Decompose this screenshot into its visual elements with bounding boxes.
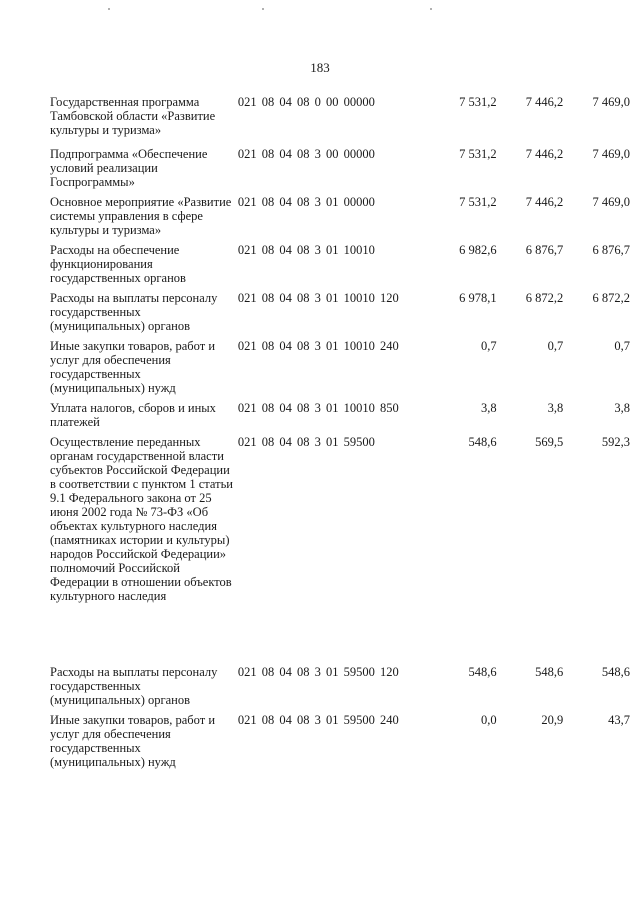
value-year-3: 592,3 (601, 435, 630, 449)
value-year-2: 6 876,7 (525, 243, 564, 257)
value-year-3: 43,7 (608, 713, 630, 727)
value-year-1: 7 531,2 (459, 95, 497, 109)
scan-speck (262, 8, 264, 10)
value-year-1: 7 531,2 (459, 195, 497, 209)
value-year-3: 6 876,7 (592, 243, 630, 257)
row-code: 021 08 04 08 3 01 10010 850 (237, 401, 399, 415)
row-code: 021 08 04 08 3 01 10010 (237, 243, 375, 257)
value-year-2: 7 446,2 (525, 195, 564, 209)
table-row (50, 243, 630, 291)
value-year-2: 7 446,2 (525, 147, 564, 161)
row-name: Осуществление переданных органам государственной власти субъектов Российской Федерации в соответствии с пунктом 1 статьи 9.1 Федерального закона от 25 июня 2002 года № 73-ФЗ «Об объектах культурного наследия (памятниках истории и культуры) народов Российской Федерации» полномочий Российской Федерации в отношении объектов культурного наследия (50, 435, 233, 603)
row-name: Государственная программа Тамбовской области «Развитие культуры и туризма» (50, 95, 216, 137)
table-row (50, 665, 630, 713)
row-name: Подпрограмма «Обеспечение условий реализации Госпрограммы» (50, 147, 208, 189)
row-code: 021 08 04 08 3 01 59500 (237, 435, 375, 449)
table-row (50, 339, 630, 401)
value-year-1: 548,6 (468, 665, 497, 679)
page-number: 183 (310, 60, 330, 75)
budget-table (50, 95, 630, 775)
row-code: 021 08 04 08 3 01 59500 120 (237, 665, 399, 679)
scan-speck (108, 8, 110, 10)
value-year-2: 6 872,2 (525, 291, 564, 305)
value-year-3: 7 469,0 (592, 195, 630, 209)
value-year-1: 0,7 (480, 339, 497, 353)
value-year-1: 3,8 (480, 401, 497, 415)
value-year-2: 0,7 (547, 339, 564, 353)
value-year-1: 6 982,6 (459, 243, 497, 257)
value-year-2: 548,6 (535, 665, 564, 679)
row-name: Расходы на обеспечение функционирования государственных органов (50, 243, 186, 285)
value-year-1: 7 531,2 (459, 147, 497, 161)
row-name: Иные закупки товаров, работ и услуг для обеспечения государственных (муниципальных) нужд (50, 713, 216, 769)
value-year-3: 7 469,0 (592, 147, 630, 161)
table-row (50, 435, 630, 665)
row-code: 021 08 04 08 3 01 10010 120 (237, 291, 399, 305)
row-code: 021 08 04 08 3 01 10010 240 (237, 339, 399, 353)
row-name: Уплата налогов, сборов и иных платежей (50, 401, 216, 429)
value-year-1: 548,6 (468, 435, 497, 449)
table-row (50, 195, 630, 243)
row-name: Основное мероприятие «Развитие системы управления в сфере культуры и туризма» (50, 195, 232, 237)
value-year-3: 0,7 (614, 339, 630, 353)
table-row (50, 291, 630, 339)
table-row (50, 147, 630, 195)
value-year-2: 569,5 (535, 435, 564, 449)
value-year-3: 7 469,0 (592, 95, 630, 109)
table-row (50, 95, 630, 147)
value-year-1: 6 978,1 (459, 291, 497, 305)
table-row (50, 401, 630, 435)
table-row (50, 713, 630, 775)
row-code: 021 08 04 08 3 00 00000 (237, 147, 375, 161)
scan-speck (430, 8, 432, 10)
row-name: Расходы на выплаты персоналу государственных (муниципальных) органов (50, 291, 218, 333)
value-year-3: 6 872,2 (592, 291, 630, 305)
value-year-1: 0,0 (480, 713, 497, 727)
value-year-2: 20,9 (541, 713, 564, 727)
value-year-2: 7 446,2 (525, 95, 564, 109)
row-code: 021 08 04 08 0 00 00000 (237, 95, 375, 109)
row-name: Расходы на выплаты персоналу государственных (муниципальных) органов (50, 665, 218, 707)
row-name: Иные закупки товаров, работ и услуг для обеспечения государственных (муниципальных) нужд (50, 339, 216, 395)
value-year-3: 548,6 (601, 665, 630, 679)
row-code: 021 08 04 08 3 01 00000 (237, 195, 375, 209)
row-code: 021 08 04 08 3 01 59500 240 (237, 713, 399, 727)
value-year-2: 3,8 (547, 401, 564, 415)
value-year-3: 3,8 (614, 401, 630, 415)
